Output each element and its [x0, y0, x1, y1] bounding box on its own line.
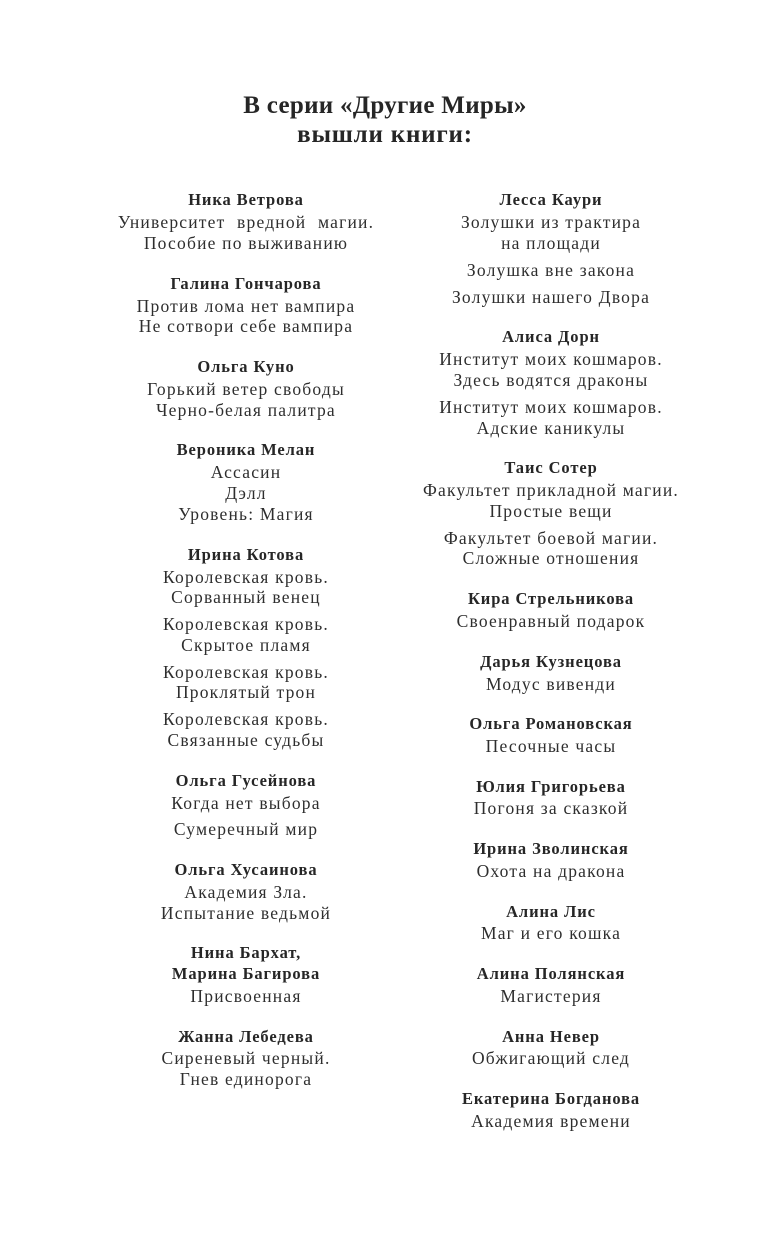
author-name: Ольга Гусейнова [175, 771, 317, 790]
book-title: Сорванный венец [171, 587, 321, 607]
book-title: Когда нет выбора [171, 793, 321, 813]
book-title: Королевская кровь. [163, 662, 329, 682]
book-title: Горький ветер свободы [147, 379, 345, 399]
book-title: Институт моих кошмаров. [439, 349, 663, 369]
author-name: Галина Гончарова [170, 274, 322, 293]
book-title: Охота на дракона [476, 861, 626, 881]
author-name: Нина Бархат, [190, 943, 302, 962]
book-title: Модус вивенди [486, 674, 616, 694]
book-title: Ассасин [210, 462, 282, 482]
author-name: Лесса Каури [499, 190, 603, 209]
author-name: Алина Лис [506, 902, 596, 921]
book-title: Королевская кровь. [163, 567, 329, 587]
book-title: Маг и его кошка [480, 923, 622, 943]
series-heading-line1: В серии «Другие Миры» [243, 92, 527, 119]
series-heading-line2: вышли книги: [297, 121, 473, 148]
book-title: Институт моих кошмаров. [439, 397, 663, 417]
book-title: Факультет боевой магии. [443, 528, 659, 548]
book-title: Скрытое пламя [181, 635, 311, 655]
author-name: Жанна Лебедева [178, 1027, 314, 1046]
book-title: Сложные отношения [462, 548, 640, 568]
book-title: Адские каникулы [476, 418, 626, 438]
book-title: Связанные судьбы [167, 730, 325, 750]
book-title: Пособие по выживанию [143, 233, 349, 253]
book-title: Сумеречный мир [173, 819, 319, 839]
book-title: Факультет прикладной магии. [423, 480, 679, 500]
author-name: Ольга Куно [197, 357, 295, 376]
book-title: Здесь водятся драконы [453, 370, 649, 390]
book-title: Черно-белая палитра [156, 400, 336, 420]
author-name: Анна Невер [502, 1027, 600, 1046]
book-title: Королевская кровь. [163, 614, 329, 634]
left-column-book-list [96, 0, 396, 1241]
book-title: Обжигающий след [471, 1048, 631, 1068]
book-title: Академия времени [471, 1111, 631, 1131]
book-title: Золушки из трактира [460, 212, 642, 232]
right-column-book-list [401, 0, 701, 1241]
author-name: Марина Багирова [171, 964, 321, 983]
book-title: Против лома нет вампира [136, 296, 356, 316]
book-title: Погоня за сказкой [473, 798, 629, 818]
author-name: Юлия Григорьева [476, 777, 626, 796]
book-title: Золушки нашего Двора [451, 287, 651, 307]
book-title: Королевская кровь. [163, 709, 329, 729]
book-title: Проклятый трон [175, 682, 317, 702]
book-title: Своенравный подарок [456, 611, 646, 631]
author-name: Таис Сотер [504, 458, 598, 477]
book-title: Золушка вне закона [466, 260, 636, 280]
author-name: Алина Полянская [476, 964, 626, 983]
author-name: Ольга Романовская [469, 714, 633, 733]
book-title: Сиреневый черный. [161, 1048, 331, 1068]
book-title: Испытание ведьмой [160, 903, 332, 923]
author-name: Алиса Дорн [502, 327, 600, 346]
book-title: Дэлл [225, 483, 267, 503]
author-name: Дарья Кузнецова [480, 652, 622, 671]
book-title: Университет вредной магии. [117, 212, 375, 232]
book-title: Гнев единорога [179, 1069, 313, 1089]
book-title: Не сотвори себе вампира [138, 316, 354, 336]
author-name: Ника Ветрова [188, 190, 304, 209]
book-title: на площади [501, 233, 601, 253]
author-name: Кира Стрельникова [467, 589, 635, 608]
book-title: Простые вещи [489, 501, 613, 521]
book-title: Уровень: Магия [178, 504, 314, 524]
book-title: Академия Зла. [184, 882, 308, 902]
author-name: Екатерина Богданова [461, 1089, 641, 1108]
author-name: Вероника Мелан [176, 440, 316, 459]
author-name: Ирина Зволинская [473, 839, 629, 858]
book-title: Магистерия [500, 986, 602, 1006]
author-name: Ольга Хусаинова [174, 860, 318, 879]
book-title: Песочные часы [485, 736, 617, 756]
author-name: Ирина Котова [187, 545, 305, 564]
book-title: Присвоенная [190, 986, 302, 1006]
